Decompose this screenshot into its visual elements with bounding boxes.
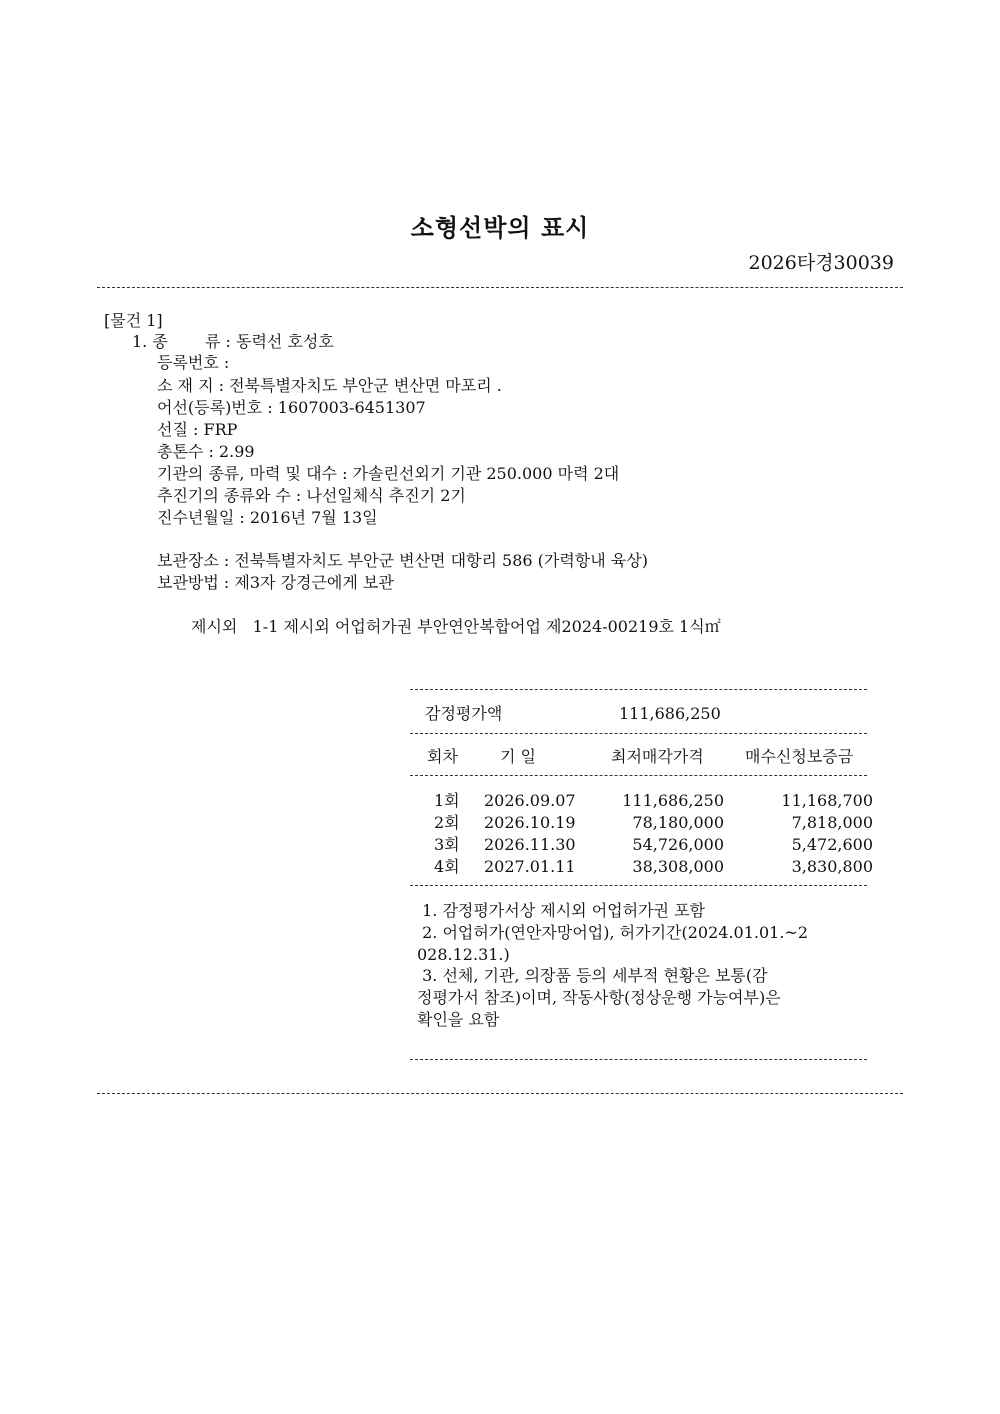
note-line: 028.12.31.): [417, 945, 510, 964]
appraisal-label: 감정평가액: [425, 704, 503, 723]
date-cell: 2026.10.19: [484, 813, 576, 832]
note-line: 정평가서 참조)이며, 작동사항(정상운행 가능여부)은: [417, 988, 781, 1007]
vessel-registration-number: 어선(등록)번호 : 1607003-6451307: [157, 398, 426, 417]
min-price-cell: 38,308,000: [632, 857, 724, 876]
note-line: 1. 감정평가서상 제시외 어업허가권 포함: [417, 901, 705, 920]
min-price-cell: 111,686,250: [622, 791, 724, 810]
storage-method: 보관방법 : 제3자 강경근에게 보관: [157, 573, 394, 592]
round-cell: 2회: [434, 813, 460, 832]
min-price-cell: 78,180,000: [632, 813, 724, 832]
item-kind: 류 : 동력선 호성호: [205, 332, 334, 351]
col-header-deposit: 매수신청보증금: [745, 747, 854, 766]
engine-info: 기관의 종류, 마력 및 대수 : 가솔린선외기 기관 250.000 마력 2대: [157, 464, 620, 483]
col-header-date: 기 일: [500, 747, 536, 766]
note-line: 3. 선체, 기관, 의장품 등의 세부적 현황은 보통(감: [417, 966, 768, 985]
note-line: 2. 어업허가(연안자망어업), 허가기간(2024.01.01.~2: [417, 923, 809, 942]
col-header-min-price: 최저매각가격: [611, 747, 704, 766]
round-cell: 4회: [434, 857, 460, 876]
note-line: 확인을 요함: [417, 1010, 500, 1029]
table-divider-1: [410, 689, 867, 690]
deposit-cell: 3,830,800: [791, 857, 873, 876]
col-header-round: 회차: [427, 747, 458, 766]
launch-date: 진수년월일 : 2016년 7월 13일: [157, 508, 378, 527]
deposit-cell: 11,168,700: [781, 791, 873, 810]
date-cell: 2027.01.11: [484, 857, 576, 876]
min-price-cell: 54,726,000: [632, 835, 724, 854]
case-number: 2026타경30039: [748, 252, 894, 274]
table-divider-4: [410, 885, 867, 886]
deposit-cell: 7,818,000: [791, 813, 873, 832]
tonnage: 총톤수 : 2.99: [157, 442, 255, 461]
location: 소 재 지 : 전북특별자치도 부안군 변산면 마포리 .: [157, 376, 502, 395]
date-cell: 2026.09.07: [484, 791, 576, 810]
document-title: 소형선박의 표시: [410, 214, 590, 242]
round-cell: 1회: [434, 791, 460, 810]
round-cell: 3회: [434, 835, 460, 854]
excluded-items: 제시외 1-1 제시외 어업허가권 부안연안복합어업 제2024-00219호 1식㎡: [191, 617, 721, 636]
item-number: 1. 종: [132, 332, 168, 351]
storage-place: 보관장소 : 전북특별자치도 부안군 변산면 대항리 586 (가력항내 육상): [157, 551, 648, 570]
appraisal-value: 111,686,250: [619, 704, 721, 723]
table-divider-2: [410, 733, 867, 734]
deposit-cell: 5,472,600: [791, 835, 873, 854]
divider-top: [97, 287, 903, 288]
date-cell: 2026.11.30: [484, 835, 576, 854]
registration-number: 등록번호 :: [157, 353, 230, 372]
divider-bottom: [97, 1093, 903, 1094]
propeller-info: 추진기의 종류와 수 : 나선일체식 추진기 2기: [157, 486, 466, 505]
item-header: [물건 1]: [104, 311, 163, 330]
table-divider-3: [410, 775, 867, 776]
table-divider-5: [410, 1059, 867, 1060]
hull-material: 선질 : FRP: [157, 420, 238, 439]
